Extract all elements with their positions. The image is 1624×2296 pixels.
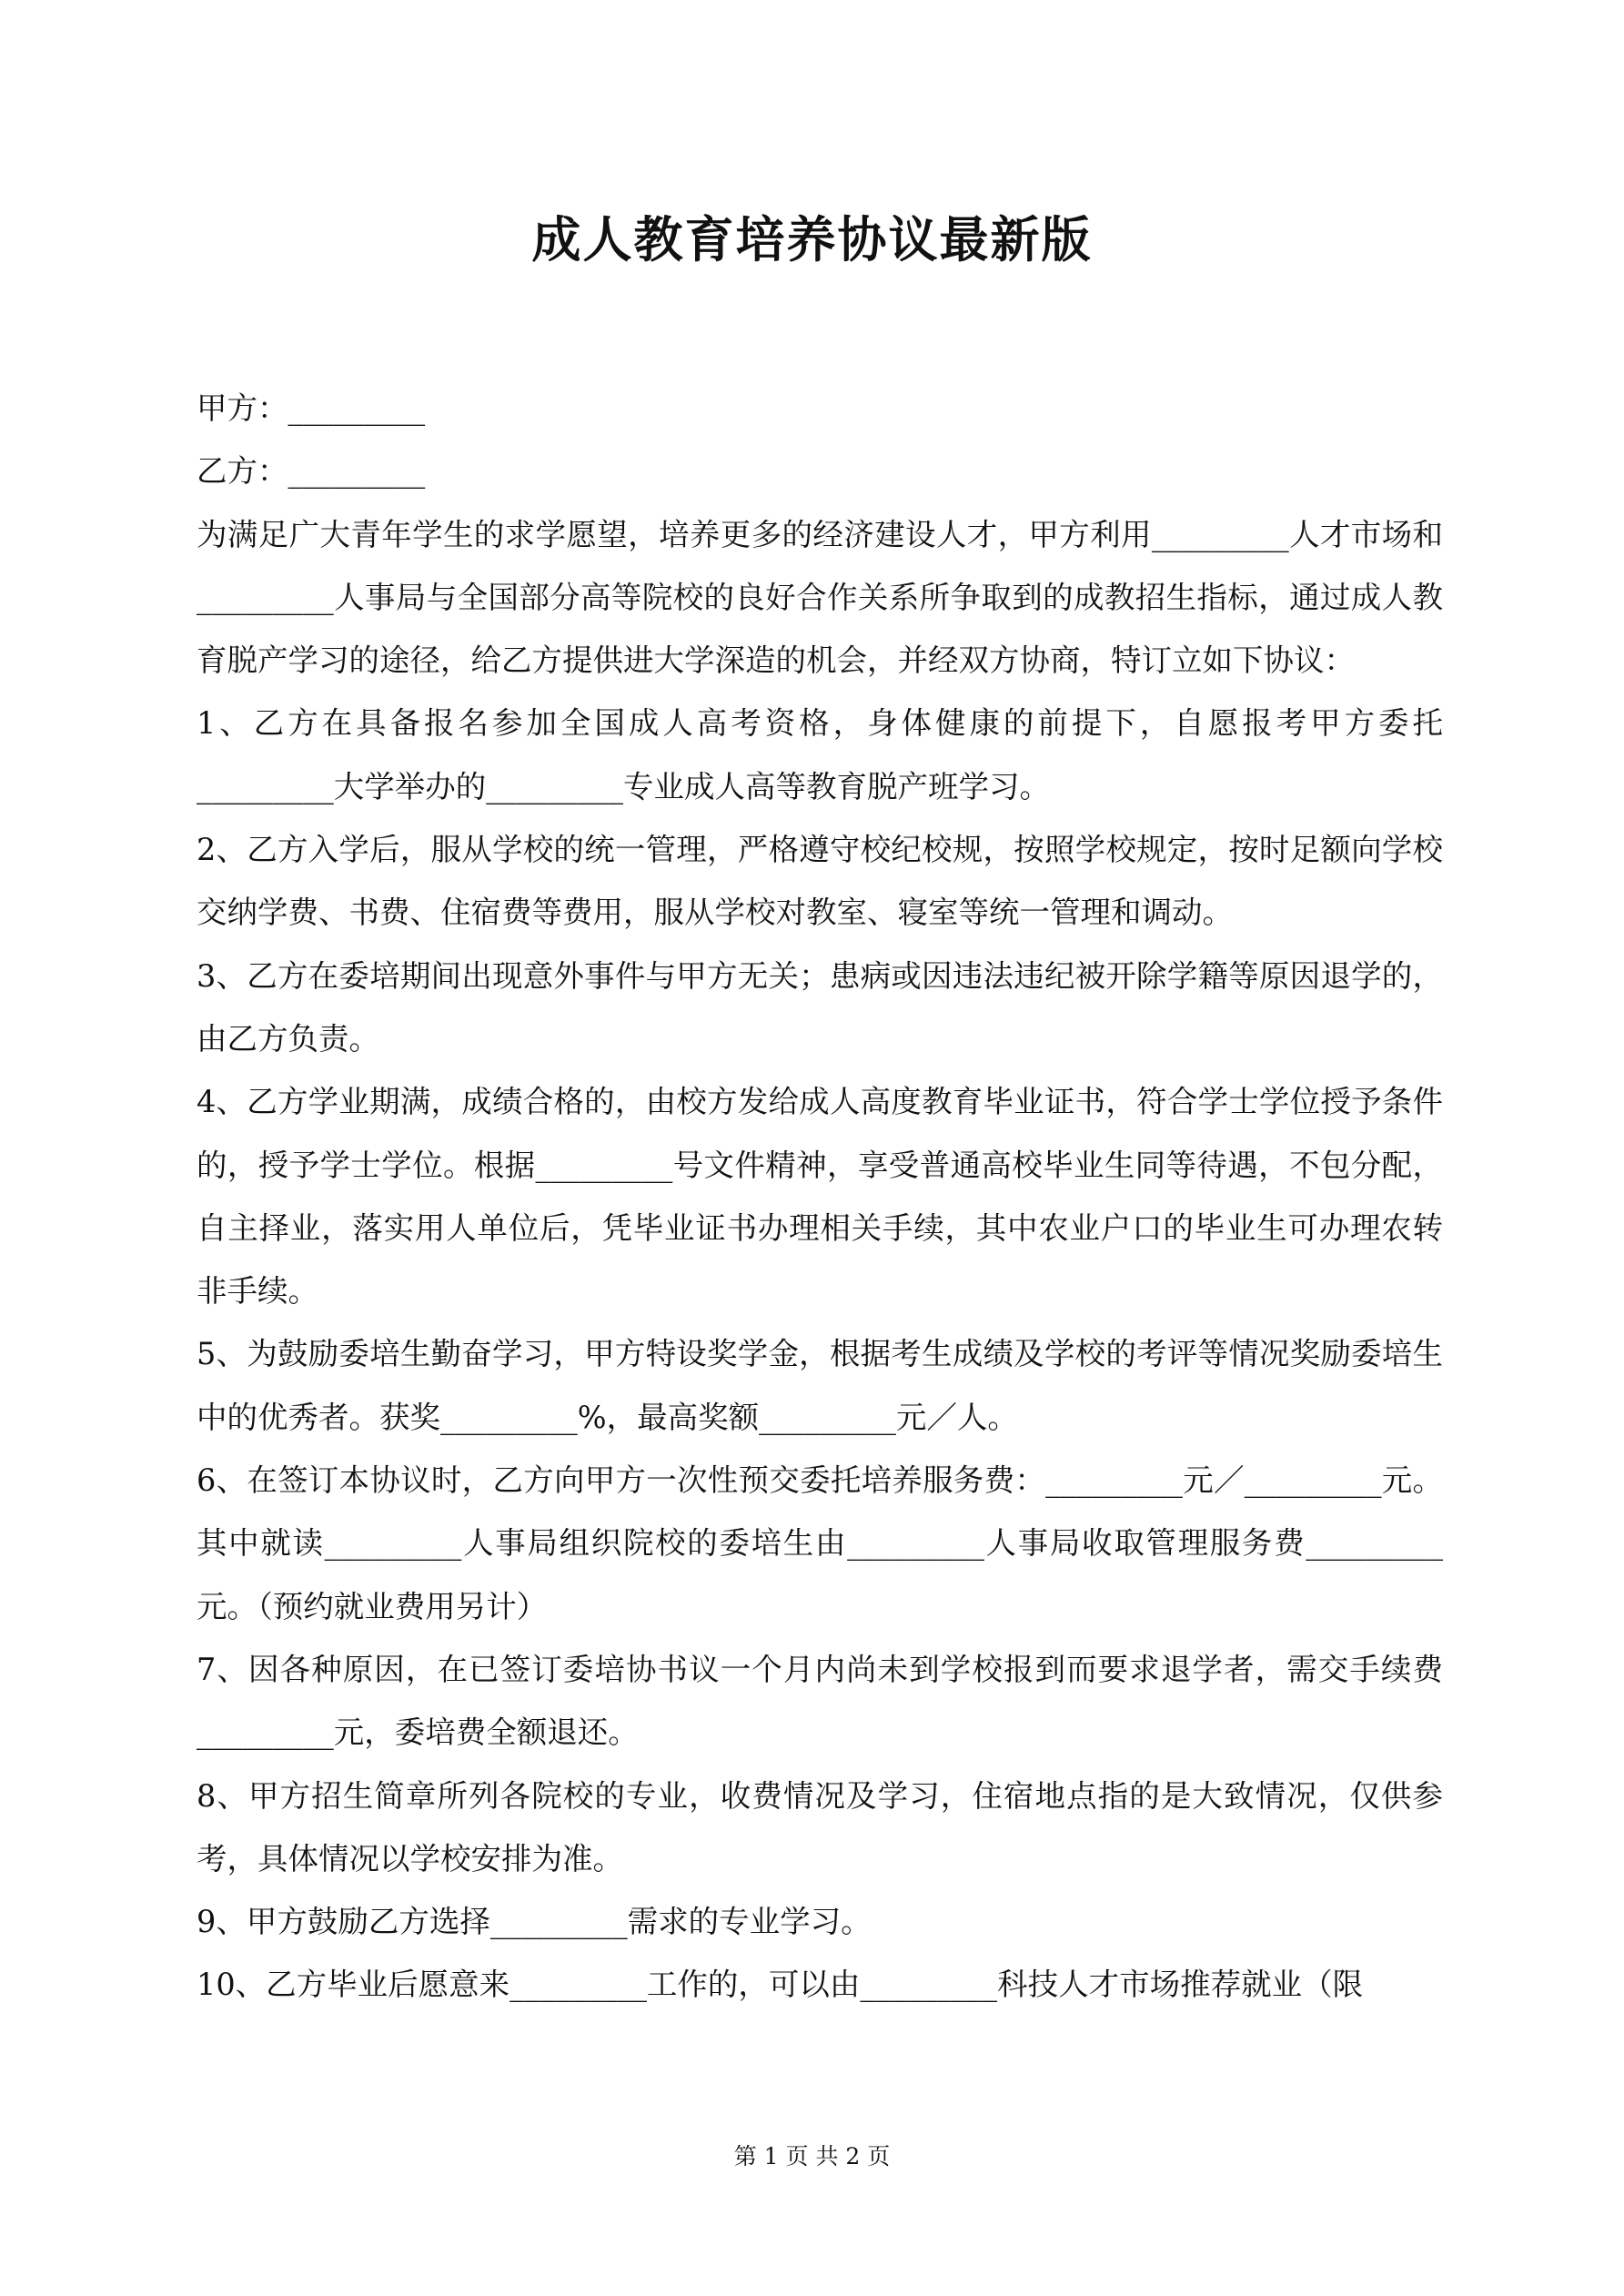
- clause-4: 4、乙方学业期满，成绩合格的，由校方发给成人高度教育毕业证书，符合学士学位授予条件的，授予学士学位。根据_________号文件精神，享受普通高校毕业生同等待遇，不包分配，自主择业，落实用人单位后，凭毕业证书办理相关手续，其中农业户口的毕业生可办理农转非手续。: [197, 1084, 1443, 1310]
- clause-8: 8、甲方招生简章所列各院校的专业，收费情况及学习，住宿地点指的是大致情况，仅供参考，具体情况以学校安排为准。: [197, 1777, 1443, 1876]
- clause-7: 7、因各种原因，在已签订委培协书议一个月内尚未到学校报到而要求退学者，需交手续费_________元，委培费全额退还。: [197, 1651, 1443, 1751]
- clause-3: 3、乙方在委培期间出现意外事件与甲方无关；患病或因违法违纪被开除学籍等原因退学的，由乙方负责。: [197, 957, 1443, 1057]
- clause-2: 2、乙方入学后，服从学校的统一管理，严格遵守校纪校规，按照学校规定，按时足额向学校交纳学费、书费、住宿费等费用，服从学校对教室、寝室等统一管理和调动。: [197, 832, 1443, 931]
- party-b-line: 乙方：_________: [197, 453, 426, 490]
- party-a-line: 甲方：_________: [197, 390, 426, 426]
- preamble-paragraph: 为满足广大青年学生的求学愿望，培养更多的经济建设人才，甲方利用_________人才市场和_________人事局与全国部分高等院校的良好合作关系所争取到的成教招生指标，通过成人教育脱产学习的途径，给乙方提供进大学深造的机会，并经双方协商，特订立如下协议：: [197, 516, 1443, 679]
- document-title: 成人教育培养协议最新版: [531, 210, 1093, 268]
- clause-5: 5、为鼓励委培生勤奋学习，甲方特设奖学金，根据考生成绩及学校的考评等情况奖励委培生中的优秀者。获奖_________%，最高奖额_________元／人。: [197, 1336, 1443, 1435]
- document-body: [197, 377, 1443, 2017]
- page-footer: 第 1 页 共 2 页: [733, 2143, 891, 2170]
- clause-10: 10、乙方毕业后愿意来_________工作的，可以由_________科技人才市场推荐就业（限: [197, 1967, 1364, 2003]
- clause-6: 6、在签订本协议时，乙方向甲方一次性预交委托培养服务费：_________元／_________元。其中就读_________人事局组织院校的委培生由_________人事局收取管理服务费_________元。（预约就业费用另计）: [197, 1462, 1443, 1624]
- clause-9: 9、甲方鼓励乙方选择_________需求的专业学习。: [197, 1904, 872, 1940]
- clause-1: 1、乙方在具备报名参加全国成人高考资格，身体健康的前提下，自愿报考甲方委托_________大学举办的_________专业成人高等教育脱产班学习。: [197, 705, 1443, 804]
